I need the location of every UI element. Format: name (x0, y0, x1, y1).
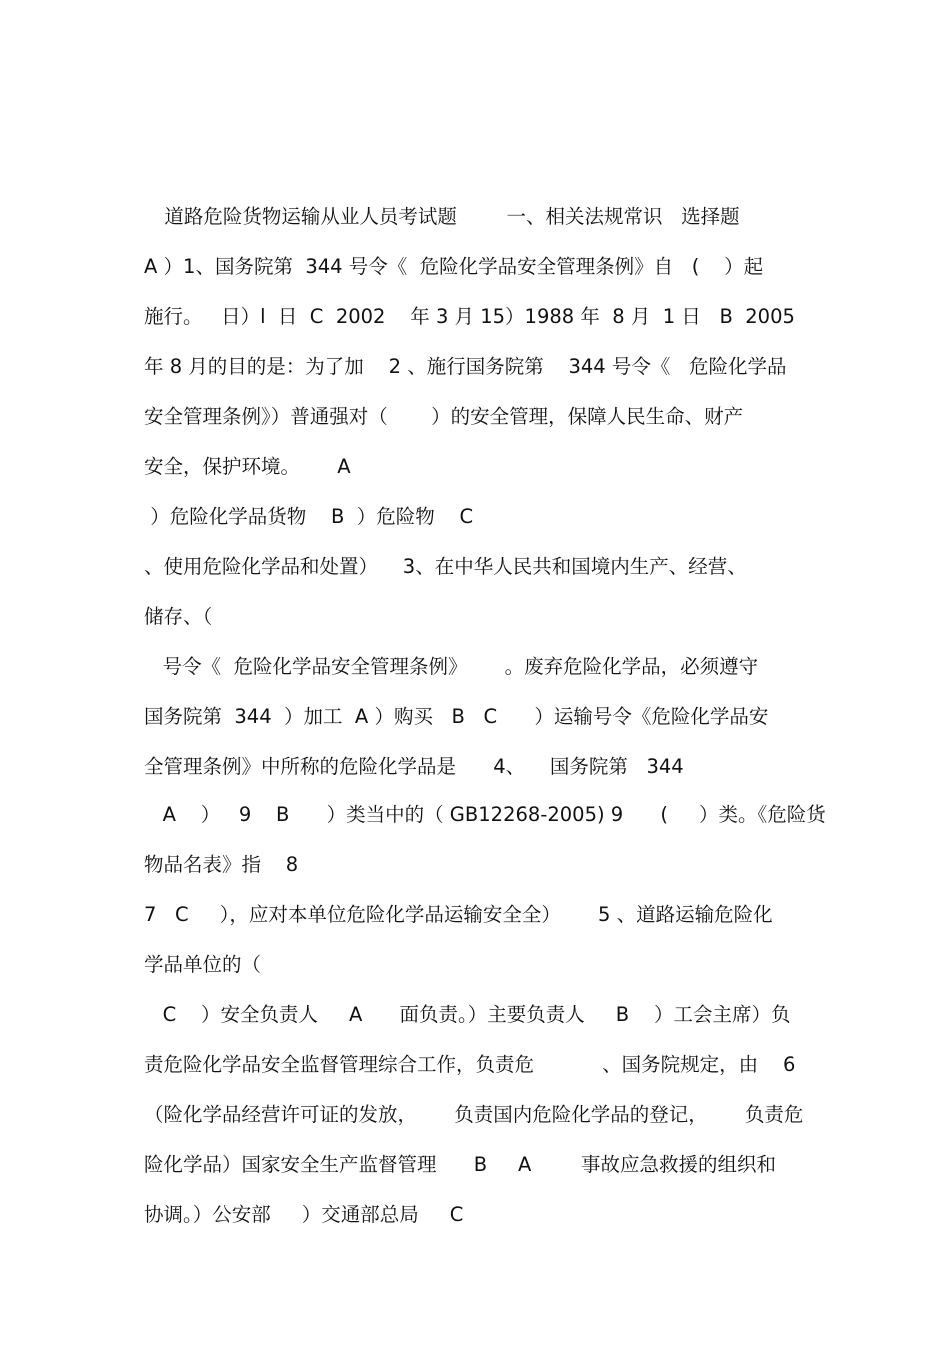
text-line-5: 安全管理条例》）普通强对（ ）的安全管理，保障人民生命、财产 (144, 405, 744, 428)
text-line-3: 施行。 日）l 日 C 2002 年 3 月 15）1988 年 8 月 1 日 B 2005 (144, 305, 795, 328)
text-line-18: 责危险化学品安全监督管理综合工作，负责危 、国务院规定，由 6 (144, 1053, 796, 1076)
text-line-12: 全管理条例》中所称的危险化学品是 4、 国务院第 344 (144, 755, 684, 778)
text-line-11: 国务院第 344 ）加工 A ）购买 B C ）运输号令《危险化学品安 (144, 705, 769, 728)
text-line-2: A ）1、国务院第 344 号令《 危险化学品安全管理条例》自 ( ）起 (144, 255, 764, 278)
text-line-15: 7 C ），应对本单位危险化学品运输安全全） 5 、道路运输危险化 (144, 903, 773, 926)
text-line-6: 安全，保护环境。 A (144, 455, 351, 478)
text-line-16: 学品单位的（ (144, 953, 262, 976)
text-line-10: 号令《 危险化学品安全管理条例》 。废弃危险化学品，必须遵守 (144, 655, 759, 678)
text-line-19: （险化学品经营许可证的发放， 负责国内危险化学品的登记， 负责危 (144, 1103, 804, 1126)
text-line-4: 年 8 月的目的是：为了加 2 、施行国务院第 344 号令《 危险化学品 (144, 355, 787, 378)
text-line-21: 协调。）公安部 ）交通部总局 C (144, 1203, 464, 1226)
text-line-13: A ） 9 B ）类当中的（ GB12268-2005) 9 ( ）类。《危险货 (144, 803, 826, 826)
text-line-20: 险化学品）国家安全生产监督管理 B A 事故应急救援的组织和 (144, 1153, 776, 1176)
text-line-14: 物品名表》指 8 (144, 853, 299, 876)
text-line-7: ）危险化学品货物 B ）危险物 C (144, 505, 474, 528)
text-line-17: C ）安全负责人 A 面负责。）主要负责人 B ）工会主席）负 (144, 1003, 791, 1026)
text-line-9: 储存、（ (144, 605, 213, 628)
text-line-8: 、使用危险化学品和处置） 3、在中华人民共和国境内生产、经营、 (144, 555, 747, 578)
text-line-1: 道路危险货物运输从业人员考试题 一、相关法规常识 选择题 (152, 205, 740, 228)
